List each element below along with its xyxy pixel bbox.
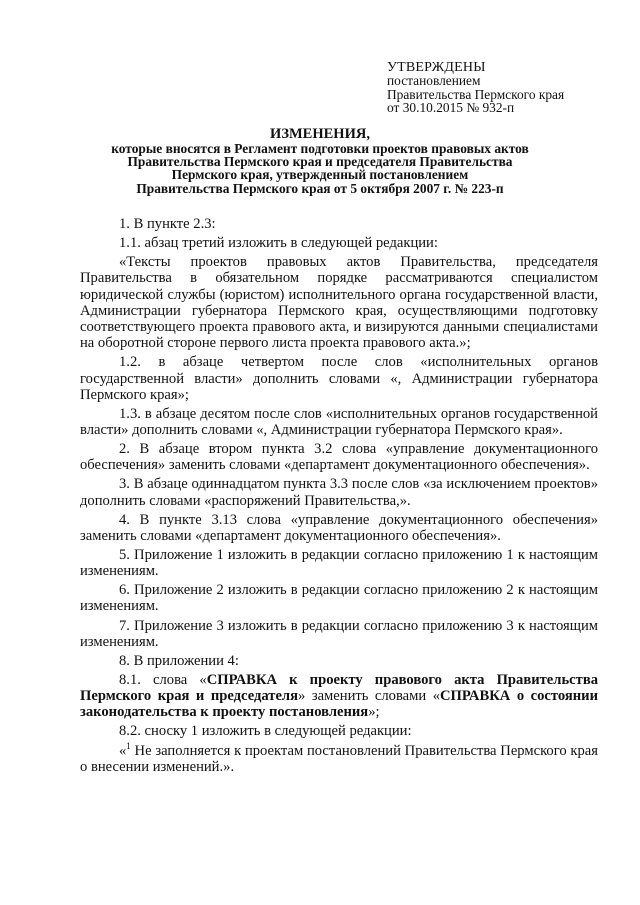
item-2: 2. В абзаце втором пункта 3.2 слова «управление документационного обеспечения» заменить словами «департамент документационного обеспечения». (80, 441, 598, 474)
footnote-quote-open: « (119, 742, 127, 759)
subtitle-line: которые вносятся в Регламент подготовки проектов правовых актов (111, 141, 529, 156)
item-5: 5. Приложение 1 изложить в редакции согласно приложению 1 к настоящим изменениям. (80, 546, 598, 580)
footnote-marker: 1 (126, 740, 131, 751)
item-8-1-old-title: СПРАВКА к проекту правового акта Правительства Пермского края и председателя (80, 671, 599, 705)
item-8-1-suffix: »; (368, 704, 380, 721)
footnote-text: Не заполняется к проектам постановлений Правительства Пермского края о внесении изменений.». (80, 742, 598, 775)
item-1-1-quote: «Тексты проектов правовых актов Правительства, председателя Правительства в обязательном порядке рассматриваются специалистом юридической службы (юристом) исполнительного органа государственной власти, Администрации губернатора Пермского края, осуществляющими подготовку соответствующего проекта правового акта, и визируются данными специалистами на оборотной стороне первого листа проекта правового акта.»; (80, 254, 598, 352)
document-body (80, 216, 598, 778)
stamp-government: Правительства Пермского края (387, 86, 565, 102)
item-8-1 (80, 672, 598, 721)
item-1: 1. В пункте 2.3: (119, 216, 216, 232)
item-1-1: 1.1. абзац третий изложить в следующей редакции: (119, 235, 438, 252)
item-1-3: 1.3. в абзаце десятом после слов «исполнительных органов государственной власти» дополнить словами «, Администрации губернатора Пермского края». (80, 405, 598, 438)
item-4: 4. В пункте 3.13 слова «управление документационного обеспечения» заменить словами «департамент документационного обеспечения». (80, 511, 598, 544)
subtitle-line: Пермского края, утвержденный постановлением (171, 167, 469, 183)
item-8-1-mid: » заменить словами « (298, 688, 440, 705)
item-3: 3. В абзаце одиннадцатом пункта 3.3 после слов «за исключением проектов» дополнить словами «распоряжений Правительства,». (80, 476, 598, 509)
document-subtitle (80, 142, 560, 195)
item-7: 7. Приложение 3 изложить в редакции согласно приложению 3 к настоящим изменениям. (80, 617, 598, 650)
approval-stamp (387, 61, 564, 115)
item-8-1-new-title: СПРАВКА о состоянии законодательства к проекту постановления (80, 688, 598, 721)
stamp-resolution: постановлением (387, 73, 481, 89)
stamp-approved: УТВЕРЖДЕНЫ (387, 60, 486, 75)
item-8-2-footnote (80, 740, 598, 775)
item-8-2: 8.2. сноску 1 изложить в следующей редакции: (119, 723, 412, 740)
item-6: 6. Приложение 2 изложить в редакции согласно приложению 2 к настоящим изменениям. (80, 582, 598, 615)
item-1-2: 1.2. в абзаце четвертом после слов «исполнительных органов государственной власти» дополнить словами «, Администрации губернатора Пермского края»; (80, 354, 598, 403)
item-8-1-prefix: 8.1. слова « (119, 671, 207, 688)
subtitle-line: Правительства Пермского края и председателя Правительства (127, 154, 513, 170)
stamp-date-number: от 30.10.2015 № 932-п (387, 100, 515, 116)
document-title: ИЗМЕНЕНИЯ, (270, 126, 370, 142)
item-8: 8. В приложении 4: (119, 652, 239, 669)
subtitle-line: Правительства Пермского края от 5 октября 2007 г. № 223-п (136, 180, 504, 196)
